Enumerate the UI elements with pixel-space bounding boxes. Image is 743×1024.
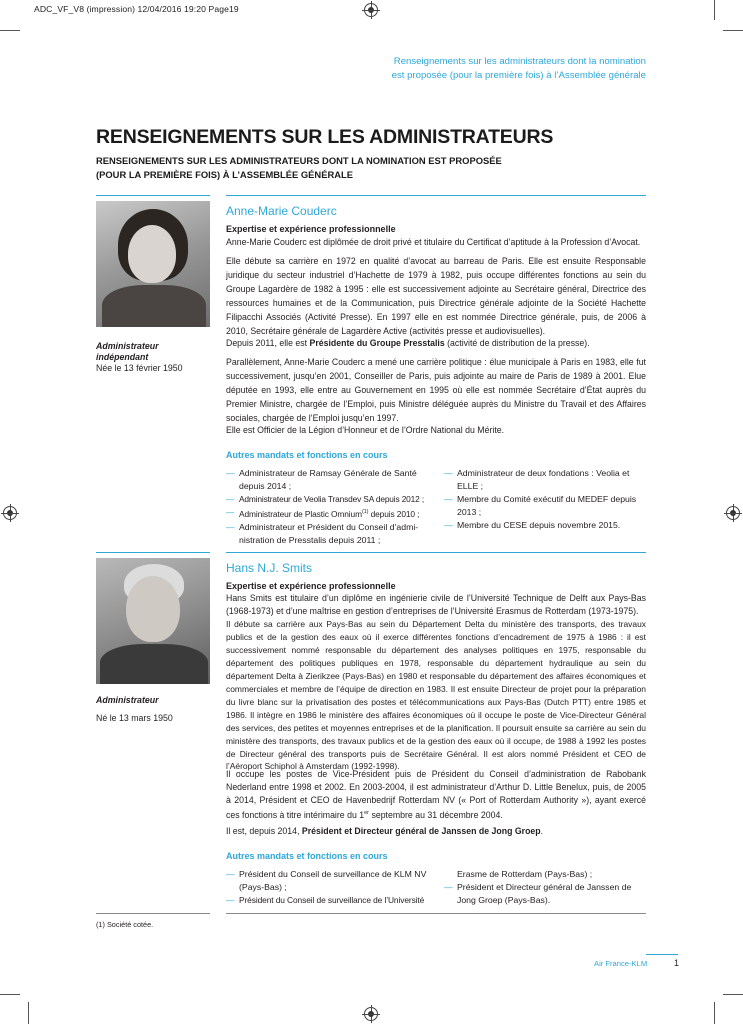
paragraph: Il débute sa carrière aux Pays-Bas au sein du Département Delta du ministère des transports, des travaux publics et de la gestion des eaux où il exerce différentes fonctions d’encadrement de 1975 à 1986 : il est successivement nommé responsable du département des analyses politiques en 1975, responsable du département des politiques publiques en 1978, responsable du département hydraulique au sein du département Delta à Zierikzee (Pays-Bas) en 1980 et responsable du département des affaires économiques et commerciales et membre de l’équipe de direction en 1983. Il est ensuite Directeur de projet pour la préparation du livre blanc sur la privatisation des postes et télécommunications aux Pays-Bas (Dutch PTT) entre 1985 et 1986. Il intègre en 1986 le ministère des affaires économiques où il occupe le poste de Vice-Directeur Général des services, des petites et moyennes entreprises et de la planification. Il poursuit ensuite sa carrière au sein du ministère des transports, des travaux publics et de la gestion des eaux où il occupe, de 1988 à 1992 les postes de Directeur général des transports puis de Secrétaire Général. Il est alors nommé Président et CEO de l’Aéroport Schiphol à Amsterdam (1992-1998). — [226, 619, 646, 772]
paragraph — [226, 336, 646, 350]
footer-rule — [646, 954, 678, 955]
registration-mark-icon — [364, 3, 378, 17]
crop-mark — [723, 994, 743, 995]
page-number: 1 — [674, 958, 680, 968]
superscript: er — [364, 809, 370, 816]
list-item-text: Président du Conseil de surveillance de KLM NV — [239, 869, 427, 879]
running-head-line: Renseignements sur les administrateurs dont la nomination — [393, 56, 646, 67]
text-run: septembre au 31 décembre 2004. — [369, 809, 503, 820]
mandate-list-right — [444, 868, 648, 907]
portrait-photo — [96, 558, 210, 684]
list-item — [444, 467, 648, 480]
crop-mark — [0, 994, 20, 995]
divider — [226, 195, 646, 196]
page-subtitle — [96, 154, 576, 181]
footnote-divider — [226, 913, 646, 914]
list-item — [226, 521, 432, 534]
list-item-continuation: 2013 ; — [457, 507, 482, 517]
mandate-list-left — [226, 467, 432, 547]
director-role — [96, 341, 159, 363]
crop-mark — [0, 30, 20, 31]
registration-mark-icon — [3, 506, 17, 520]
list-item — [226, 506, 432, 521]
paragraph: Elle est Officier de la Légion d’Honneur et de l’Ordre National du Mérite. — [226, 425, 505, 435]
text-run-bold: Présidente du Groupe Presstalis — [309, 338, 445, 348]
list-item-continuation: Erasme de Rotterdam (Pays-Bas) ; — [457, 869, 593, 879]
section-heading: Expertise et expérience professionnelle — [226, 224, 396, 234]
director-role: Administrateur — [96, 695, 159, 705]
crop-mark — [714, 0, 715, 20]
text-run: . — [540, 826, 544, 836]
running-head — [286, 55, 646, 83]
list-item-text: Administrateur et Président du Conseil d’admi- — [239, 521, 419, 532]
portrait-photo — [96, 201, 210, 327]
section-heading: Expertise et expérience professionnelle — [226, 581, 396, 591]
section-heading: Autres mandats et fonctions en cours — [226, 450, 388, 460]
section-heading: Autres mandats et fonctions en cours — [226, 851, 388, 861]
text-run: Il occupe les postes de Vice-Président puis de Président du Conseil d’administration de Rabobank Nederland entre 1998 et 2002. En 2003-2004, il est administrateur d’Arthur D. Little Benelux, puis, de 2005 à 2014, Président et CEO de Havenbedrijf Rotterdam NV (« Port of Rotterdam Authority »), ayant exercé ces fonctions à titre intérimaire du 1 — [226, 769, 646, 820]
subtitle-line: (POUR LA PREMIÈRE FOIS) À L’ASSEMBLÉE GÉNÉRALE — [96, 168, 353, 180]
list-item-text: Administrateur de deux fondations : Veolia et — [457, 468, 630, 478]
subtitle-line: RENSEIGNEMENTS SUR LES ADMINISTRATEURS DONT LA NOMINATION EST PROPOSÉE — [96, 155, 502, 166]
paragraph — [226, 768, 646, 822]
page-title: RENSEIGNEMENTS SUR LES ADMINISTRATEURS — [96, 126, 554, 148]
paragraph — [226, 824, 646, 838]
birth-date: Née le 13 février 1950 — [96, 363, 183, 373]
list-item-continuation: Jong Groep (Pays-Bas). — [457, 895, 551, 905]
list-item — [226, 467, 432, 480]
mandate-list-left — [226, 868, 436, 907]
director-name: Hans N.J. Smits — [226, 561, 313, 575]
paragraph: Hans Smits est titulaire d’un diplôme en ingénierie civile de l’Université Technique de Delft aux Pays-Bas (1968-1973) et d’une maîtrise en gestion d’entreprises de l’Université Erasmus de Rotterdam (1973-1975). — [226, 593, 646, 616]
birth-date: Né le 13 mars 1950 — [96, 713, 173, 723]
list-item-text: Président du Conseil de surveillance de l’Université — [239, 895, 425, 905]
paragraph: Anne-Marie Couderc est diplômée de droit privé et titulaire du Certificat d’aptitude à la Profession d’Avocat. — [226, 237, 641, 247]
divider — [226, 552, 646, 553]
paragraph: Elle débute sa carrière en 1972 en qualité d’avocat au barreau de Paris. Elle est ensuite Responsable juridique du secteur industriel d’Hachette de 1979 à 1982, puis occupe différentes fonctions au sein du Groupe Lagardère de 1982 à 1995 : elle est successivement adjointe au Secrétaire général, Directrice des ressources humaines et de la Communication, puis Directrice générale adjointe de la Société Hachette Filipacchi Associés (Activité Presse). En 1997 elle en est nommée Directrice générale, puis, de 2006 à 2010, Secrétaire générale de Lagardère Active (activités presse et audiovisuelles). — [226, 256, 646, 337]
text-run: Depuis 2011, elle est — [226, 338, 310, 348]
footnote-ref: (1) — [361, 509, 369, 515]
divider — [96, 195, 210, 196]
running-head-line: est proposée (pour la première fois) à l’Assemblée générale — [391, 70, 646, 81]
list-item — [444, 519, 648, 532]
divider — [96, 552, 210, 553]
footer-brand: Air France-KLM — [594, 959, 648, 968]
text-run: (activité de distribution de la presse). — [444, 338, 590, 348]
list-item — [444, 881, 648, 894]
role-line: Administrateur — [96, 341, 159, 351]
list-item-text: depuis 2010 ; — [368, 508, 420, 519]
crop-mark — [723, 30, 743, 31]
list-item-continuation: nistration de Presstalis depuis 2011 ; — [239, 534, 381, 545]
text-run: Il est, depuis 2014, — [226, 826, 302, 836]
registration-mark-icon — [726, 506, 740, 520]
mandate-list-right — [444, 467, 648, 532]
list-item-text: Président et Directeur général de Janssen de — [457, 882, 632, 892]
crop-mark — [714, 1002, 715, 1024]
footnote-divider — [96, 913, 210, 914]
list-item — [226, 493, 432, 506]
list-item-text: Membre du CESE depuis novembre 2015. — [457, 520, 621, 530]
director-name: Anne-Marie Couderc — [226, 204, 337, 218]
list-item-text: Membre du Comité exécutif du MEDEF depuis — [457, 494, 637, 504]
list-item — [444, 493, 648, 506]
crop-mark — [28, 1002, 29, 1024]
list-item-continuation: ELLE ; — [457, 481, 484, 491]
list-item-text: Administrateur de Ramsay Générale de Santé — [239, 468, 417, 478]
list-item-continuation: depuis 2014 ; — [239, 481, 292, 491]
list-item-continuation: (Pays-Bas) ; — [239, 882, 287, 892]
registration-mark-icon — [364, 1007, 378, 1021]
paragraph: Parallèlement, Anne-Marie Couderc a mené une carrière politique : élue municipale à Paris en 1983, elle fut successivement, jusqu’en 2001, Conseiller de Paris, puis adjointe au maire de Paris de 1989 à 2001. Elue députée en 1993, elle entre au Gouvernement en 1995 où elle est nommée Secrétaire d’État auprès du Premier Ministre, chargée de l’Emploi, puis Ministre déléguée auprès du Ministre du Travail et des Affaires sociales, chargée de l’Emploi jusqu’en 1997. — [226, 357, 646, 424]
list-item-text: Administrateur de Plastic Omnium — [239, 508, 362, 519]
list-item — [226, 868, 436, 881]
text-run-bold: Président et Directeur général de Janssen de Jong Groep — [301, 826, 541, 836]
list-item-text: Administrateur de Veolia Transdev SA depuis 2012 ; — [239, 494, 424, 504]
list-item — [226, 894, 436, 907]
role-line: indépendant — [96, 352, 149, 362]
print-job-header: ADC_VF_V8 (impression) 12/04/2016 19:20 Page19 — [34, 4, 239, 14]
footnote: (1) Société cotée. — [96, 920, 154, 929]
